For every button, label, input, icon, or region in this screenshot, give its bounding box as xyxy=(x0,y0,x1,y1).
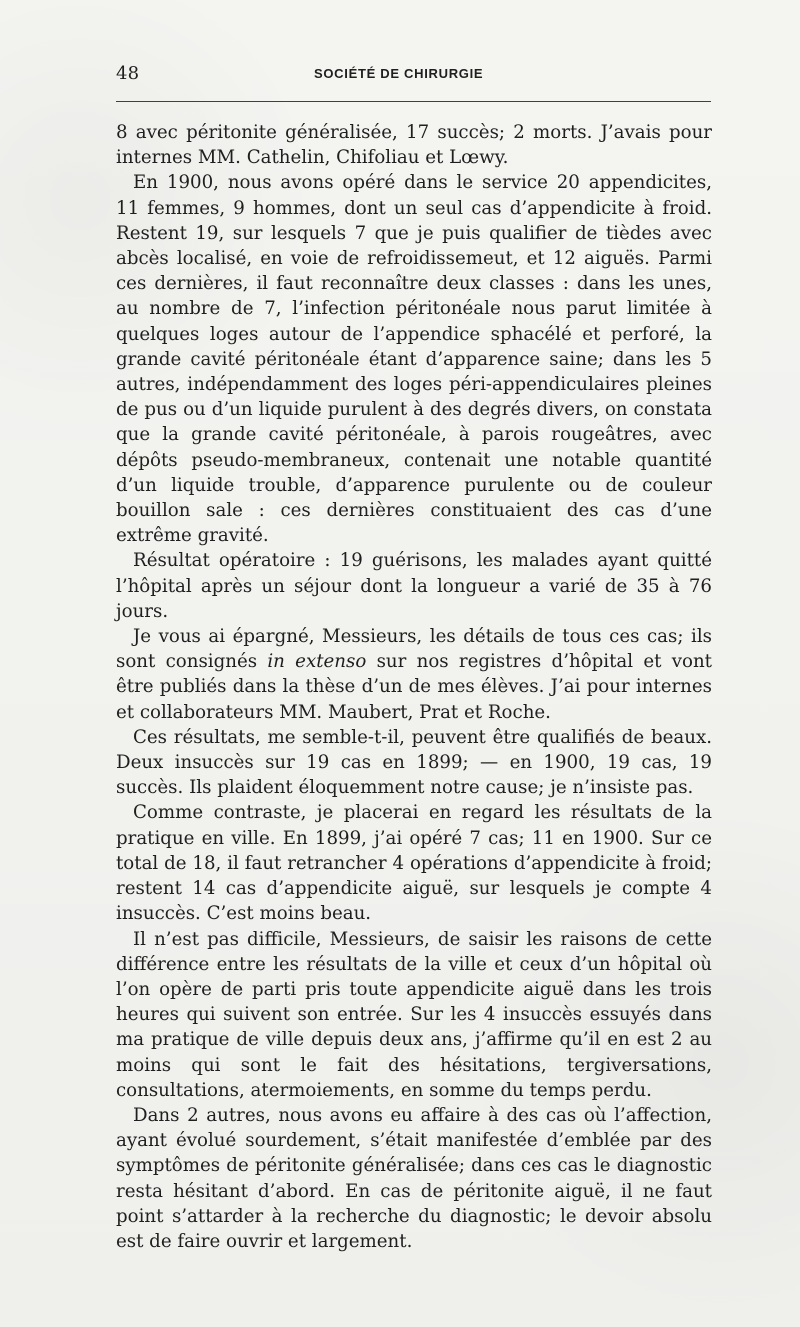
body-text xyxy=(116,120,712,1254)
paragraph-1: 8 avec péritonite généralisée, 17 succès; 2 morts. J’avais pour internes MM. Cathelin, Chifoliau et Lœwy. xyxy=(116,122,712,169)
running-head: SOCIÉTÉ DE CHIRURGIE xyxy=(314,66,484,81)
paragraph-4-before: Je vous ai épargné, Messieurs, les détails de tous ces cas; ils sont consignés xyxy=(116,626,712,673)
paragraph-5: Ces résultats, me semble-t-il, peuvent être qualifiés de beaux. Deux insuccès sur 19 cas en 1899; — en 1900, 19 cas, 19 succès. Ils plaident éloquemment notre cause; je n’insiste pas. xyxy=(116,726,712,799)
paragraph-7: Il n’est pas difficile, Messieurs, de saisir les raisons de cette différence entre les résultats de la ville et ceux d’un hôpital où l’on opère de parti pris toute appendicite aiguë dans les trois heures qui suivent son entrée. Sur les 4 insuccès essuyés dans ma pratique de ville depuis deux ans, j’affirme qu’il en est 2 au moins qui sont le fait des hésitations, tergiversations, consultations, atermoiements, en somme du temps perdu. xyxy=(116,928,712,1101)
header-rule xyxy=(116,101,711,102)
page-header xyxy=(116,64,710,92)
page-number: 48 xyxy=(116,63,140,84)
paragraph-4-after: sur nos registres d’hôpital et vont être publiés dans la thèse d’un de mes élèves. J’ai pour internes et collaborateurs MM. Maubert, Prat et Roche. xyxy=(116,651,712,723)
paragraph-2: En 1900, nous avons opéré dans le service 20 appendicites, 11 femmes, 9 hommes, dont un seul cas d’appendicite à froid. Restent 19, sur lesquels 7 que je puis qualifier de tièdes avec abcès localisé, en voie de refroidissemeut, et 12 aiguës. Parmi ces dernières, il faut reconnaître deux classes : dans les unes, au nombre de 7, l’infection péritonéale nous parut limitée à quelques loges autour de l’appendice sphacélé et perforé, la grande cavité péritonéale étant d’apparence saine; dans les 5 autres, indépendamment des loges péri-appendiculaires pleines de pus ou d’un liquide purulent à des degrés divers, on constata que la grande cavité péritonéale, à parois rougeâtres, avec dépôts pseudo-membraneux, contenait une notable quantité d’un liquide trouble, d’apparence purulente ou de couleur bouillon sale : ces dernières constituaient des cas d’une extrême gravité. xyxy=(116,172,712,547)
paragraph-6: Comme contraste, je placerai en regard les résultats de la pratique en ville. En 1899, j’ai opéré 7 cas; 11 en 1900. Sur ce total de 18, il faut retrancher 4 opérations d’appendicite à froid; restent 14 cas d’appendicite aiguë, sur lesquels je compte 4 insuccès. C’est moins beau. xyxy=(116,802,712,925)
paragraph-4 xyxy=(116,624,712,725)
paragraph-8: Dans 2 autres, nous avons eu affaire à des cas où l’affection, ayant évolué sourdement, s’était manifestée d’emblée par des symptômes de péritonite généralisée; dans ces cas le diagnostic resta hésitant d’abord. En cas de péritonite aiguë, il ne faut point s’attarder à la recherche du diagnostic; le devoir absolu est de faire ouvrir et largement. xyxy=(116,1104,712,1252)
paragraph-4-italic: in extenso xyxy=(267,651,367,673)
paragraph-3: Résultat opératoire : 19 guérisons, les malades ayant quitté l’hôpital après un séjour dont la longueur a varié de 35 à 76 jours. xyxy=(116,550,712,622)
